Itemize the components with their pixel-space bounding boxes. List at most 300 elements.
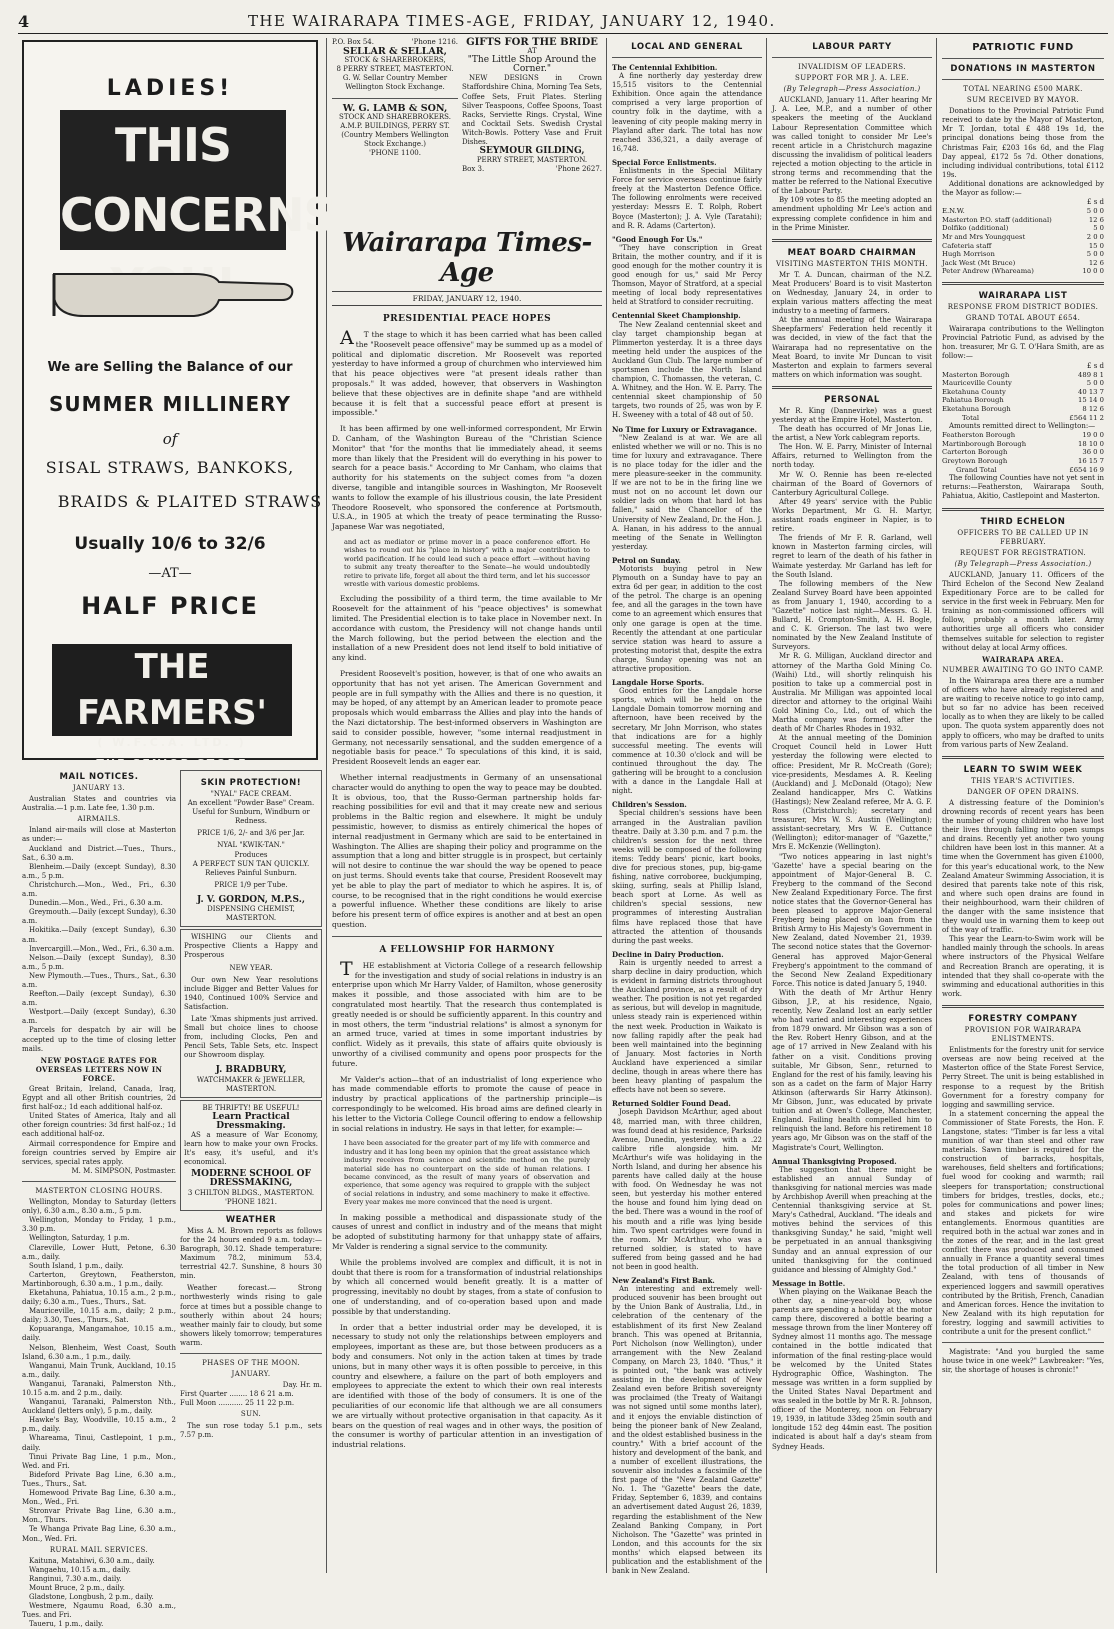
chemist-line: PRICE 1/6, 2/- and 3/6 per Jar. — [197, 829, 305, 838]
pointing-hand-icon — [44, 254, 300, 324]
wlist-currency-header: £ s d — [1087, 361, 1104, 370]
list-item: Auckland and District.—Tues., Thurs., Sat., 6.30 a.m. — [22, 844, 176, 862]
small-ads-column — [180, 768, 322, 1573]
list-item: Westmere, Ngaumu Road, 6.30 a.m., Tues. and Fri. — [22, 1602, 176, 1620]
wlist-subhead: GRAND TOTAL ABOUT £654. — [965, 314, 1081, 323]
table-cell: 18 10 0 — [1078, 439, 1104, 448]
chemist-line: An excellent "Powder Base" Cream. Useful for Sunburn, Windburn or Redness. — [187, 799, 315, 826]
wlist-subhead: RESPONSE FROM DISTRICT BODIES. — [947, 302, 1099, 311]
ad-at: —AT— — [148, 566, 192, 581]
table-row — [942, 405, 1104, 414]
lamb-type: STOCK AND SHAREBROKERS. — [339, 112, 451, 121]
farmers-logo-wfca: ( W.F.C.A. LTD. ) — [97, 736, 247, 749]
editorial-paragraph: It has been affirmed by one well-informed correspondent, Mr Erwin D. Canham, of the Washington Bureau of the "Christian Science Monitor" that "for the months that lie immediately ahead, it seems more than likely that the President will do everything in his power to search for a peace basis." According to Mr Canham, who claims that authority for his statements on the subject comes from "a dozen diverse, tangible and intangible sources in Washington, Mr Roosevelt wants to follow the example of his illustrious cousin, the late President Theodore Roosevelt, who sponsored the conference at Portsmouth, U.S.A., in 1905 at which the treaty of peace terminating the Russo-Japanese War was negotiated, — [332, 424, 602, 532]
page-header — [18, 6, 1108, 34]
local-paragraph: Enlistments in the Special Military Force for service overseas continue fairly freely at the Masterton Defence Office. The following enrolments were received yesterday: Messrs E. T. Rolph, Robert Boyce (Masterton); J. A. Vyle (Taratahi); and R. R. Adams (Carterton). — [612, 167, 762, 230]
dress-title: Learn Practical Dressmaking. — [212, 1111, 290, 1131]
labour-subhead: INVALIDISM OF LEADERS. — [798, 63, 906, 71]
ad-selling-line: We are Selling the Balance of our — [47, 360, 293, 375]
local-subhead: Petrol on Sunday. — [612, 555, 681, 565]
divider — [942, 282, 1104, 285]
local-subhead: Children's Session. — [612, 800, 687, 810]
table-cell: Masterton P.O. staff (additional) — [942, 215, 1052, 224]
sellar-addr: 8 PERRY STREET, MASTERTON. — [336, 65, 454, 74]
sellar-pobox: P.O. Box 54. — [332, 38, 374, 46]
ad-straws: SISAL STRAWS, BANKOKS, — [45, 458, 295, 477]
chemist-ad — [180, 770, 322, 927]
sellar-name: SELLAR & SELLAR, — [343, 46, 447, 58]
table-cell: 10 0 0 — [1082, 267, 1104, 276]
divider — [332, 936, 602, 937]
personal-paragraph: The following members of the New Zealand Survey Board have been appointed as from January 1, 1940, according to a "Gazette" notice last night—Messrs. G. H. Bullard, H. Crompton-Smith, A. H. Bogle, and C. K. Grierson. The last two were nominated by the New Zealand Institute of Surveyors. — [772, 579, 932, 652]
forestry-subhead: PROVISION FOR WAIRARAPA ENLISTMENTS. — [964, 1025, 1082, 1044]
masthead-date: FRIDAY, JANUARY 12, 1940. — [332, 291, 602, 306]
table-row — [942, 233, 1104, 242]
table-cell: Carterton Borough — [942, 448, 1008, 457]
echelon-paragraph: AUCKLAND, January 11. Officers of the Third Echelon of the Second New Zealand Expeditionary Force are to be called for service in the first week in February. Men for training as non-commissioned officers will follow, probably a month later. Army authorities urge all officers who consider themselves suitable for selection to register without delay at local Army offices. — [942, 570, 1104, 652]
list-item: Wellington, Saturday, 1 p.m. — [29, 1234, 130, 1243]
table-cell: 5 0 0 — [1086, 207, 1104, 216]
table-row — [942, 207, 1104, 216]
editorial-quote: and act as mediator or prime mover in a peace conference effort. He wishes to round out his "place in history" with a major contribution to world pacification. If he could lead such a peace effort —without having to submit any treaty thereafter to the Senate—he would undoubtedly retire to private life, forget all about the third term, and let his successor wrestle with various domestic problems. — [344, 538, 590, 589]
rural-heading: RURAL MAIL SERVICES. — [49, 1545, 149, 1554]
list-item: New Plymouth.—Tues., Thurs., Sat., 6.30 a.m. — [22, 971, 176, 989]
ad-summer-millinery: SUMMER MILLINERY — [49, 392, 291, 416]
weather-title: WEATHER — [225, 1214, 277, 1225]
list-item: Whareama, Tinui, Castlepoint, 1 p.m., daily. — [22, 1434, 176, 1452]
list-item: United States of America, Italy and all other foreign countries: 3d first half-oz.; 1d each additional half-oz. — [22, 1112, 176, 1139]
divider — [942, 1342, 1104, 1343]
patriotic-subhead: DONATIONS IN MASTERTON — [950, 64, 1096, 74]
table-cell: 12 6 — [1088, 258, 1104, 267]
list-item: Tinui Private Bag Line, 1 p.m., Mon., Wed. and Fri. — [22, 1452, 176, 1470]
echelon-credit: (By Telegraph—Press Association.) — [954, 559, 1092, 568]
chemist-line: NYAL "KWIK-TAN." — [217, 841, 285, 850]
chemist-line: Relieves Painful Sunburn. — [205, 868, 297, 877]
moon-row: Full Moon ........... 25 11 22 p.m. — [180, 1399, 295, 1408]
swim-paragraph: This year the Learn-to-Swim work will be handled mainly through the schools. In areas where instructors of the Physical Welfare and Recreation Branch are operating, it is intended that they shall co-operate with the swimming and educational authorities in this work. — [942, 935, 1104, 998]
mail-date: JANUARY 13. — [72, 784, 126, 792]
patriotic-subhead: TOTAL NEARING £500 MARK. — [963, 85, 1083, 93]
gifts-at: AT — [527, 47, 537, 56]
swim-subhead: THIS YEAR'S ACTIVITIES. — [971, 776, 1075, 785]
table-row — [942, 224, 1104, 233]
gifts-title: GIFTS FOR THE BRIDE — [466, 37, 598, 48]
chemist-town: MASTERTON. — [225, 914, 277, 923]
labour-paragraph: AUCKLAND, January 11. After hearing Mr J. A. Lee, M.P., and a number of other speakers the meeting of the Auckland Labour Representation Committee which was called tonight to consider Mr Lee's recent article in a Christchurch magazine discussing the invalidism of political leaders rejected a motion objecting to the article in strong terms and recommending that the matter be referred to the National Executive of the Labour Party. — [772, 96, 932, 196]
patriotic-title: PATRIOTIC FUND — [972, 42, 1074, 53]
bradbury-town: MASTERTON. — [225, 1084, 277, 1093]
table-cell: 15 14 0 — [1078, 396, 1104, 405]
editorial-paragraph: THE establishment at Victoria College of a research fellowship for the investigation and study of social relations in industry is an enterprise upon which Mr Harry Valder, of Hamilton, whose generosity makes it possible, and those associated with him are to be congratulated most heartily. That the research thus contemplated is greatly needed is or should be sufficiently apparent. In this country and in most others, the term "industrial relations" is almost a synonym for an armed truce, varied at times in some important industries by conflict. Widely as it prevails, this state of affairs quite obviously is unworthy of a civilised community and opens poor prospects for the future. — [332, 957, 602, 1068]
local-paragraph: Special children's sessions have been arranged in the Australian pavilion theatre. Daily at 3.30 p.m. and 7 p.m. the children's session for the next three weeks will be composed of the following items: Teddy bears' picnic, kart books, dive for precious stones, pup, big-game fishing, native corroboree, buckjumping, skiing, surfing, seals at Phillip Island, beach sport at Lorne. As well as children's special sessions, new programmes of interesting Australian films have replaced those that have attracted the attention of thousands during the past weeks. — [612, 809, 762, 945]
divider — [942, 756, 1104, 759]
gifts-ad — [462, 38, 602, 218]
echelon-title: THIRD ECHELON — [980, 516, 1066, 527]
labour-personal-column — [772, 38, 932, 1573]
patriotic-currency-header: £ s d — [1087, 198, 1104, 207]
list-item: Wellington, Monday to Saturday (letters only), 6.30 a.m., 8.30 a.m., 5 p.m. — [22, 1198, 176, 1216]
gifts-shop: "The Little Shop Around the Corner." — [467, 55, 597, 75]
mail-notices — [22, 768, 176, 1629]
forestry-paragraph: In a statement concerning the appeal the Commissioner of State Forests, the Hon. F. Langstone, states: "Timber is far less a vital munition of war than steel and other raw materials. Sawn timber is required for the construction of barracks, hospitals, warehouses, field shelters and fortifications; fuel wood for cooking and warmth; rail sleepers for transportation; constructional timbers for bridges, trestles, docks, etc.; poles for communications and power lines; and stakes and pickets for wire entanglements. Enormous quantities are required both in the actual war zones and in the zones of the rear, and in the last great conflict there was produced and consumed annually in France a quantity several times the total production of all timber in New Zealand, with tens of thousands of experienced loggers and sawmill operatives contributed by the British, French, Canadian and American forces. Hence the invitation to New Zealand with its high reputation for forestry, logging and sawmill activities to contribute a unit for the present conflict." — [942, 1109, 1104, 1337]
column-rule — [936, 38, 937, 1573]
personal-paragraph: Mr R. King (Dannevirke) was a guest yesterday at the Empire Hotel, Masterton. — [772, 406, 932, 424]
editorial-paragraph: In making possible a methodical and dispassionate study of the causes of unrest and conflict in industry and of the means that might be adopted of substituting harmony for that unhappy state of affairs, Mr Valder is rendering a signal service to the community. — [332, 1212, 602, 1251]
personal-paragraph: Mr W. O. Rennie has been re-elected chairman of the Board of Governors of Canterbury Agricultural College. — [772, 470, 932, 497]
table-cell: 489 8 1 — [1078, 370, 1104, 379]
table-row — [942, 431, 1104, 440]
lamb-name: W. G. LAMB & SON, — [342, 102, 448, 114]
table-cell: Cafeteria staff — [942, 241, 992, 250]
local-subhead: The Centennial Exhibition. — [612, 63, 718, 72]
weather-report: Miss A. M. Brown reports as follows for the 24 hours ended 9 a.m. today:— Barograph, 30.12. Shade temperature: Maximum 78.2, minimum 53.4, terrestrial 42.7. Sunshine, 8 hours 30 min. — [180, 1226, 322, 1281]
lamb-phone: 'PHONE 1100. — [369, 149, 421, 158]
ad-braids: BRAIDS & PLAITED STRAWS — [57, 492, 323, 511]
list-item: Christchurch.—Mon., Wed., Fri., 6.30 a.m. — [22, 880, 176, 899]
meat-paragraph: At the annual meeting of the Wairarapa Sheepfarmers' Federation held recently it was decided, in view of the fact that the Wairarapa had no representative on the Meat Board, to invite Mr Duncan to visit Masterton and explain to farmers several matters on which information was sought. — [772, 316, 932, 379]
personal-paragraph: The Hon. W. E. Parry, Minister of Internal Affairs, returned to Wellington from the north today. — [772, 443, 932, 470]
column-rule — [326, 38, 327, 1573]
list-item: Nelson, Blenheim, West Coast, South Island, 6.30 a.m., 1 p.m., daily. — [22, 1343, 176, 1361]
table-cell: Eketahuna County — [942, 387, 1006, 396]
closing-hours-heading: MASTERTON CLOSING HOURS. — [35, 1186, 163, 1195]
editorial-title: PRESIDENTIAL PEACE HOPES — [382, 314, 552, 325]
chemist-name: J. V. GORDON, M.P.S., — [196, 894, 306, 905]
table-cell: 5 0 — [1093, 224, 1104, 233]
personal-title: PERSONAL — [824, 394, 880, 405]
list-item: Clareville, Lower Hutt, Petone, 6.30 a.m., daily. — [22, 1243, 176, 1261]
table-cell: 36 0 0 — [1082, 448, 1104, 457]
weather-forecast: Weather forecast.— Strong northwesterly winds rising to gale force at times but a possible change to southerly within about 24 hours; weather mainly fair to cloudy, but some showers likely tomorrow; temperatures warm. — [180, 1284, 322, 1347]
moon-columns: Day. Hr. m. — [282, 1381, 322, 1390]
gifts-box: Box 3. — [462, 165, 485, 174]
local-paragraph: "They have conscription in Great Britain, the mother country, and if it is good enough for the mother country it is good enough for us," said Mr Percy Thomson, Mayor of Stratford, at a special meeting of local body representatives held at Stratford to consider recruiting. — [612, 243, 762, 307]
newspaper-page — [18, 6, 1108, 1629]
moon-title: PHASES OF THE MOON. — [202, 1358, 300, 1367]
table-cell: 15 0 — [1088, 241, 1104, 250]
table-row — [942, 371, 1104, 380]
list-item: Reefton.—Daily (except Sunday), 6.30 a.m. — [22, 990, 176, 1008]
list-item: Wellington, Monday to Friday, 1 p.m., 3.30 p.m. — [22, 1216, 176, 1234]
sellar-member: G. W. Sellar Country Member Wellington Stock Exchange. — [342, 74, 448, 92]
editorial-paragraph: Whether internal readjustments in Germany of an unsensational character would do anything to open the way to peace may be doubted. It is obvious, too, that the Russo-German partnership holds far-reaching possibilities for evil and that it may create new and serious problems in the Baltic region and elsewhere. It might be unduly pessimistic, however, to dismiss as entirely chimerical the hopes of internal readjustment in Germany which are said to be entertained in Washington. The Allies are shaping their policy and programme on the assumption that a long and bitter struggle is in prospect, but certainly will not desire to continue the war should the way be opened to peace on just terms. Should events take that course, President Roosevelt may yet be able to play the part of mediator to which he aspires. It is, of course, to be recognised that in the right conditions he would exercise a powerful influence. Whether these conditions are likely to arise before his present term of office expires is another and at best an open question. — [332, 773, 602, 929]
table-row — [942, 448, 1104, 457]
editorial-paragraph: AT the stage to which it has been carried what has been called the "Roosevelt peace offensive" may be summed up as a model of political and diplomatic discretion. Mr Roosevelt was reported yesterday to have informed a group of churchmen who interviewed him that his peace objectives were "at present ideals rather than proposals." It was added, however, that observers in Washington believe that these objectives are in definite shape "and are withheld because it is felt that a successful peace effort at present is impossible." — [332, 327, 602, 418]
list-item: Mauriceville, 10.15 a.m., daily; 2 p.m., daily; 3.30, Tues., Thurs., Sat. — [22, 1307, 176, 1325]
list-item: Parcels for despatch by air will be accepted up to the time of closing letter mails. — [22, 1026, 176, 1053]
table-row — [942, 440, 1104, 449]
sun-times: The sun rose today 5.1 p.m., sets 7.57 p.m. — [180, 1421, 322, 1439]
table-row — [942, 250, 1104, 259]
closing-hours-list — [22, 1198, 176, 1629]
table-cell: 5 0 0 — [1086, 250, 1104, 259]
sun-title: SUN. — [240, 1410, 262, 1419]
list-item: Stronvar Private Bag Line, 6.30 a.m., Mon., Thurs. — [22, 1507, 176, 1525]
postmaster-sign: M. M. SIMPSON, Postmaster. — [71, 1166, 176, 1175]
local-paragraph: An interesting and extremely well-produced souvenir has been brought out by the Union Bank of Australia, Ltd., in celebration of the centenary of the establishment of its first New Zealand branch. This was opened at Britannia, Port Nicholson (now Wellington), under arrangement with the New Zealand Company, on March 23, 1840. "Thus," it is pointed out, "the bank was actively assisting in the development of New Zealand even before British sovereignty was proclaimed (the Treaty of Waitangi was not signed until some months later), and it enjoys the enviable distinction of being the pioneer bank of New Zealand, and the oldest established business in the country." With a brief account of the history and development of the bank, and a number of excellent illustrations, the souvenir also includes a facsimile of the first page of the "New Zealand Gazette" No. 1. The "Gazette" bears the date, Friday, September 6, 1839, and contains an advertisement dated August 26, 1839, regarding the establishment of the New Zealand Banking Company, in Port Nicholson. The "Gazette" was printed in London, and this accounts for the six months' which elapsed between its publication and the establishment of the bank in New Zealand. — [612, 1285, 762, 1576]
meat-title: MEAT BOARD CHAIRMAN — [787, 247, 917, 258]
list-item: Eketahuna, Pahiatua, 10.15 a.m., 2 p.m., daily; 6.30 a.m., Tues., Thurs., Sat. — [22, 1288, 176, 1307]
patriotic-donations-table — [942, 207, 1104, 276]
chemist-role: DISPENSING CHEMIST, — [207, 905, 295, 914]
divider — [942, 79, 1104, 80]
table-cell: Total — [962, 413, 980, 422]
list-item: Wanganui, Taranaki, Palmerston Nth., Auckland (letters only), 5 p.m., daily. — [22, 1398, 176, 1416]
swim-paragraph: A distressing feature of the Dominion's drowning records of recent years has been the number of young children who have lost their lives through falling into open sumps and drains. Recently yet another two young children have been lost in this manner. At a time when the Government has given £1000, for this year's educational work, to the New Zealand Amateur Swimming Association, it is desired that parents take note of this risk, and where such open drains are found in their neighbourhood, warn their children of the danger with the same insistence that they would use in warning them to keep out of the way of traffic. — [942, 798, 1104, 935]
forestry-paragraph: Enlistments for the forestry unit for service overseas are now being received at the Masterton office of the State Forest Service, Perry Street. The unit is being established in response to a request by the British Government for a forestry company for logging and sawmilling service. — [942, 1046, 1104, 1109]
chemist-line: Produces — [234, 850, 268, 859]
table-cell: Martinborough Borough — [942, 439, 1027, 448]
newspaper-title: THE WAIRARAPA TIMES-AGE, FRIDAY, JANUARY 12, 1940. — [248, 12, 776, 30]
area-subhead: NUMBER AWAITING TO GO INTO CAMP. — [942, 665, 1104, 674]
page-number: 4 — [18, 12, 30, 31]
ad-of: of — [162, 430, 178, 448]
list-item: Airmail correspondence for Empire and foreign countries served by Empire air services, special rates apply. — [22, 1139, 176, 1166]
lamb-addr: A.M.P. BUILDINGS, PERRY ST. — [340, 121, 450, 130]
gifts-phone: 'Phone 2627. — [555, 165, 602, 174]
divider — [772, 386, 932, 389]
labour-paragraph: By 109 votes to 85 the meeting adopted an amendment upholding Mr Lee's action and expressing complete confidence in him and in the Prime Minister. — [772, 196, 932, 232]
table-cell: £654 16 9 — [1069, 465, 1104, 474]
local-subhead: No Time for Luxury or Extravagance. — [612, 424, 757, 434]
ad-half-price: HALF PRICE — [81, 592, 259, 620]
table-cell: Dolfiko (additional) — [942, 224, 1009, 233]
ad-headline: THIS CONCERNS — [60, 110, 286, 250]
bradbury-name: J. BRADBURY, — [215, 1065, 287, 1076]
labour-credit: (By Telegraph—Press Association.) — [783, 85, 921, 94]
echelon-subhead: REQUEST FOR REGISTRATION. — [959, 548, 1087, 557]
wlist-paragraph: The following Counties have not yet sent in returns:—Featherston, Wairarapa South, Pahiatua, Akitio, Castlepoint and Masterton. — [942, 474, 1104, 501]
wlist-paragraph: Wairarapa contributions to the Wellington Provincial Patriotic Fund, as advised by the hon. treasurer, Mr G. T. O'Hara Smith, are as follow:— — [942, 325, 1104, 361]
ad-usually-price: Usually 10/6 to 32/6 — [74, 534, 266, 554]
column-rule — [766, 38, 767, 1573]
local-subhead: Returned Soldier Found Dead. — [612, 1099, 731, 1109]
local-paragraph: A fine northerly day yesterday drew 15,515 visitors to the Centennial Exhibition. Once again the attendance comprised a very large proportion of country folk in the daytime, with a leavening of city people making merry in Playland after dark. The total has now reached 336,321, a daily average of 16,748. — [612, 72, 762, 153]
table-cell: 12 6 — [1088, 215, 1104, 224]
list-item: Gladstone, Longbush, 2 p.m., daily. — [29, 1593, 154, 1602]
list-item: Hawke's Bay, Woodville, 10.15 a.m., 2 p.m., daily. — [22, 1416, 176, 1434]
table-cell: 16 15 7 — [1078, 457, 1104, 466]
dress-addr: 3 CHILTON BLDGS., MASTERTON. 'PHONE 1821. — [187, 1188, 315, 1206]
gifts-body: NEW DESIGNS in Crown Staffordshire China, Morning Tea Sets, Coffee Sets, Fruit Plates. Sterling Silver Teaspoons, Coffee Spoons, Toast Racks, Serviette Rings. Crystal, Wine and Cocktail Sets. Swedish Crystal Witch-Bowls. Pottery Vase and Fruit Dishes. — [462, 74, 602, 147]
divider — [22, 1181, 176, 1182]
divider — [180, 1353, 322, 1354]
local-subhead: Langdale Horse Sports. — [612, 678, 705, 688]
divider — [332, 98, 458, 99]
local-title: LOCAL AND GENERAL — [631, 42, 743, 52]
list-item: Blenheim.—Daily (except Sunday), 8.30 a.m., 5 p.m. — [22, 862, 176, 880]
moon-month: JANUARY. — [231, 1370, 271, 1379]
list-item: Kopuaranga, Mangamahoe, 10.15 a.m., daily. — [22, 1325, 176, 1343]
dress-body: AS a measure of War Economy, learn how to make your own Frocks. It's easy, it's useful, and it's economical. — [184, 1131, 318, 1167]
table-row — [942, 396, 1104, 405]
personal-paragraph: The suggestion that there might be established an annual Sunday of thanksgiving for national mercies was made by Archbishop Averill when preaching at the Centennial thanksgiving service at St. Mary's Cathedral, Auckland. "The ideals and motives behind the services of this thanksgiving Sunday," he said, "might well be perpetuated in an annual thanksgiving Sunday and an annual expression of our united thanksgiving for the continued guidance and blessing of Almighty God." — [772, 1165, 932, 1274]
list-item: Invercargill.—Mon., Wed., Fri., 6.30 a.m. — [29, 944, 175, 953]
bradbury-wish: WISHING our Clients and Prospective Clients a Happy and Prosperous — [184, 933, 318, 960]
table-cell: Greytown Borough — [942, 457, 1008, 466]
table-cell: Jack West (Mt Bruce) — [942, 258, 1016, 267]
table-cell: E.N.W. — [942, 207, 965, 216]
list-item: Westport.—Daily (except Sunday), 6.30 a.m. — [22, 1008, 176, 1026]
personal-paragraph: At the annual meeting of the Dominion Croquet Council held in Lower Hutt yesterday the following were elected to office: President, Mr R. McCreath (Gore); vice-presidents, Mesdames A. R. Keeling (Auckland) and J. McDonald (Otago); New Zealand handicapper, Mrs C. Watkins (Hastings); New Zealand referee, Mr A. G. F. Ross (Christchurch); secretary and treasurer, Mrs W. S. Austin (Wellington); assistant-secretary, Mrs W. E. Cuttance (Wellington); editor-manager of "Gazette," Mrs E. McKenzie (Wellington). — [772, 734, 932, 852]
list-item: Hokitika.—Daily (except Sunday), 6.30 a.m. — [22, 926, 176, 944]
personal-paragraph: After 49 years' service with the Public Works Department, Mr G. H. Martyr, assistant roads engineer in Napier, is to retire. — [772, 497, 932, 534]
ad-ladies: LADIES! — [106, 76, 234, 101]
personal-paragraph: With the death of Mr Arthur Henry Gibson, J.P., at his residence, Ngaio, recently, New Zealand lost an early settler who had varied and interesting experiences from 1879 onward. Mr Gibson was a son of the Rev. Robert Henry Gibson, and at the age of 17 arrived in New Zealand with his father on a visit. Conditions proving suitable, Mr Gibson, Senr., returned to England for the rest of his family, leaving his son as a cadet on the farm of Major Harry Atkinson (afterwards Sir Harry Atkinson). Mr Gibson, Junr., was educated by private tuition and at Owen's College, Manchester, England. Failing health compelled him to relinquish the land. Before his retirement 18 years ago, Mr Gibson was on the staff of the Magistrate's Court, Wellington. — [772, 988, 932, 1152]
chemist-line: PRICE 1/9 per Tube. — [214, 880, 288, 889]
wlist-table — [942, 371, 1104, 423]
chemist-line: "NYAL" FACE CREAM. — [210, 790, 292, 798]
list-item: Bideford Private Bag Line, 6.30 a.m., Tues., Thurs., Sat. — [22, 1470, 176, 1488]
swim-title: LEARN TO SWIM WEEK — [963, 764, 1083, 775]
local-subhead: New Zealand's First Bank. — [612, 1276, 715, 1286]
table-cell: Eketahuna Borough — [942, 405, 1011, 413]
list-item: Te Whanga Private Bag Line, 6.30 a.m., Mon., Wed. Fri. — [22, 1525, 176, 1543]
list-item: Dunedin.—Mon., Wed., Fri., 6.30 a.m. — [29, 899, 163, 908]
personal-paragraph: The friends of Mr F. R. Garland, well known in Masterton farming circles, will regret to learn of the death of his father in Waimate yesterday. Mr Garland has left for the South Island. — [772, 534, 932, 579]
list-item: South Island, 1 p.m., daily. — [29, 1261, 124, 1270]
list-item: Taueru, 1 p.m., daily. — [29, 1620, 104, 1629]
lamb-member: (Country Members Wellington Stock Exchange.) — [341, 130, 449, 148]
table-row — [942, 216, 1104, 225]
table-row — [942, 414, 1104, 423]
wlist-paragraph: Amounts remitted direct to Wellington:— — [949, 422, 1096, 431]
patriotic-column — [942, 38, 1104, 1573]
bradbury-ad — [180, 929, 322, 1098]
local-paragraph: Rain is urgently needed to arrest a sharp decline in dairy production, which is evident in farming districts throughout the Auckland province, as a result of dry weather. The position is not yet regarded as serious, but will develop in magnitude, unless steady rain is experienced within the next week. Production in Waikato is now falling rapidly after the peak had been well maintained into the beginning of January. Most factories in North Auckland have experienced a similar decline, though in areas where there has been heavy planting of paspalum the effects have not been so severe. — [612, 958, 762, 1095]
table-cell: 5 0 0 — [1086, 379, 1104, 388]
editorial-paragraph: Mr Valder's action—that of an industrialist of long experience who has made commendable efforts to promote the cause of peace in industry by practical applications of the partnership principle—is correspondingly to be welcomed. His broad aims are defined clearly in his letter to the Victoria College Council offering to endow a fellowship in social relations in industry. He says in that letter, for example:— — [332, 1074, 602, 1133]
list-item: Kaituna, Matahiwi, 6.30 a.m., daily. — [29, 1556, 155, 1565]
forestry-title: FORESTRY COMPANY — [968, 1013, 1078, 1024]
table-row — [942, 466, 1104, 475]
chemist-title: SKIN PROTECTION! — [200, 778, 302, 788]
list-item: Wanganui, Main Trunk, Auckland, 10.15 a.m., daily. — [22, 1361, 176, 1379]
postage-heading: NEW POSTAGE RATES FOR OVERSEAS LETTERS NOW IN FORCE. — [35, 1055, 163, 1083]
sellar-type: STOCK & SHAREBROKERS, — [344, 56, 446, 65]
table-cell: Featherston Borough — [942, 431, 1016, 440]
patriotic-paragraph: Additional donations are acknowledged by the Mayor as follow:— — [942, 179, 1104, 198]
table-row — [942, 242, 1104, 251]
wlist-title: WAIRARAPA LIST — [978, 290, 1068, 301]
wlist-direct-table — [942, 431, 1104, 474]
echelon-subhead: OFFICERS TO BE CALLED UP IN FEBRUARY. — [957, 528, 1089, 546]
table-cell: 2 0 0 — [1086, 233, 1104, 241]
bradbury-line: Late 'Xmas shipments just arrived. Small but choice lines to choose from, including Clocks, Pen and Pencil Sets, Table Sets, etc. Inspect our Showroom display. — [184, 1014, 318, 1060]
meat-subhead: VISITING MASTERTON THIS MONTH. — [775, 259, 929, 268]
list-item: Nelson.—Daily (except Sunday), 8.30 a.m., 5 p.m. — [22, 953, 176, 971]
table-cell: Pahiatua Borough — [942, 396, 1004, 405]
editorial-title-2: A FELLOWSHIP FOR HARMONY — [379, 944, 555, 955]
list-item: Mount Bruce, 2 p.m., daily. — [29, 1583, 126, 1592]
personal-paragraph: When playing on the Waikanae Beach the other day, a nine-year-old boy, whose parents are spending a holiday at the motor camp there, discovered a bottle bearing a message thrown from the liner Monterey off Sydney almost 11 months ago. The message contained in the bottle indicated that information of the final resting-place would be welcomed by the United States Hydrographic Office, Washington. The message was written in a form supplied by the United States Naval Department and was sealed in the bottle by Mr R. R. Johnson, officer of the Monterey, noon on February 19, 1939, in latitude 33deg 25min south and longitude 152 deg 44min east. The position indicated is about half a day's steam from Sydney Heads. — [772, 1287, 932, 1451]
divider — [942, 508, 1104, 511]
editorial-paragraph: While the problems involved are complex and difficult, it is not in doubt that there is room for a transformation of industrial relationships by which all concerned would benefit greatly. It is a matter of progressing, inevitably no doubt by stages, from a state of confusion to one of understanding, and of co-operation based upon and made possible by that understanding. — [332, 1257, 602, 1316]
broker-ads — [332, 38, 458, 218]
area-title: WAIRARAPA AREA. — [982, 654, 1064, 664]
local-subhead: Decline in Dairy Production. — [612, 949, 724, 959]
table-cell: £564 11 2 — [1069, 413, 1104, 422]
table-cell: 40 13 7 — [1078, 387, 1104, 396]
sellar-phone: 'Phone 1216. — [411, 38, 458, 46]
labour-subhead: SUPPORT FOR MR J. A. LEE. — [795, 74, 909, 83]
personal-paragraph: The death has occurred of Mr Jonas Lie, the artist, a New York cablegram reports. — [772, 425, 932, 443]
list-item: Wanganui, Taranaki, Palmerston Nth., 10.15 a.m. and 2 p.m., daily. — [22, 1379, 176, 1397]
list-item: Great Britain, Ireland, Canada, Iraq, Egypt and all other British countries, 2d first half-oz.; 1d each additional half-oz. — [22, 1085, 176, 1112]
table-row — [942, 457, 1104, 466]
forestry-joke: Magistrate: "And you burgled the same house twice in one week?" Lawbreaker: "Yes, sir, the shortage of houses is chronic!" — [942, 1348, 1104, 1375]
table-cell: 19 0 0 — [1082, 431, 1104, 440]
local-and-general — [612, 38, 762, 1576]
gifts-addr: PERRY STREET, MASTERTON. — [476, 156, 588, 165]
divider — [942, 1005, 1104, 1008]
chemist-line: A PERFECT SUN TAN QUICKLY. — [192, 859, 310, 868]
patriotic-subhead: SUM RECEIVED BY MAYOR. — [966, 96, 1080, 105]
farmers-logo — [52, 644, 292, 770]
table-cell: Peter Andrew (Whareama) — [942, 267, 1034, 276]
gifts-name: SEYMOUR GILDING, — [479, 146, 585, 157]
local-paragraph: The New Zealand centennial skeet and clay target championship began at Plimmerton yesterday. It is a three days meeting held under the auspices of the Auckland Gun Club. The large number of sportsmen include the North Island champion, C. Thomassen, the veteran, C. A. Whitney, and the Hon. W. E. Parry. The centennial skeet championship of 50 targets, two rounds of 25, was won by F. H. Sweeney with a total of 48 out of 50. — [612, 320, 762, 420]
divider — [942, 58, 1104, 59]
table-row — [942, 388, 1104, 397]
farmers-millinery-ad — [22, 40, 336, 770]
farmers-logo-senior: THE SENIOR STORE — [96, 757, 248, 770]
dress-top: BE THRIFTY! BE USEFUL! — [202, 1103, 300, 1112]
dressmaking-ad — [180, 1100, 322, 1211]
mail-airmails-heading: AIRMAILS. — [77, 815, 121, 824]
table-cell: 8 12 6 — [1082, 405, 1104, 413]
patriotic-paragraph: Donations to the Provincial Patriotic Fund received to date by the Mayor of Masterton, Mr T. Jordan, total £ 488 19s 1d, the principal donations being those from the Christmas Fair, £203 16s 6d, and the Flag Day appeal, £172 5s 7d. Other donations, including individual contributions, total £112 19s. — [942, 107, 1104, 179]
table-row — [942, 267, 1104, 276]
list-item: Inland air-mails will close at Masterton as under:— — [22, 826, 176, 844]
bradbury-line: Our own New Year resolutions include Bigger and Better Values for 1940, Continued 100% Service and Satisfaction. — [184, 975, 318, 1011]
list-item: Carterton, Greytown, Featherston, Martinborough, 6.30 a.m., 1 p.m., daily. — [22, 1270, 176, 1288]
local-paragraph: Good entries for the Langdale horse sports, which will be held on the Langdale Domain tomorrow morning and afternoon, have been received by the secretary, Mr John Morrison, who states that indications are for a highly successful meeting. The events will commence at 10.30 o'clock and will be continued throughout the day. The gathering will be brought to a conclusion with a dance in the Langdale Hall at night. — [612, 687, 762, 796]
meat-paragraph: Mr T. A. Duncan, chairman of the N.Z. Meat Producers' Board is to visit Masterton on Wednesday, January 24, in order to explain various matters affecting the meat industry to a meeting of farmers. — [772, 270, 932, 316]
personal-subhead: Annual Thanksgiving Proposed. — [772, 1156, 897, 1166]
editorial-column — [332, 220, 602, 1573]
table-cell: Mr and Mrs Youngquest — [942, 233, 1026, 241]
area-paragraph: In the Wairarapa area there are a number of officers who have already registered and are waiting to receive notice to go into camp, but so far no advice has been received locally as to when they are likely to be called upon. The quota system apparently does not apply to officers, who may be drafted to units from various parts of New Zealand. — [942, 676, 1104, 749]
mail-title: MAIL NOTICES. — [59, 772, 139, 782]
swim-subhead: DANGER OF OPEN DRAINS. — [966, 787, 1080, 796]
table-cell: Grand Total — [956, 465, 997, 474]
personal-paragraph: Mr R. G. Milligan, Auckland director and attorney of the Martha Gold Mining Co. (Waihi) Ltd., will shortly relinquish his position to take up a commercial post in Australia. Mr Milligan was appointed local director and attorney to the original Waihi Gold Mining Co., Ltd., out of which the Martha company was formed, after the death of Mr Charles Rhodes in 1932. — [772, 652, 932, 734]
table-cell: Hugh Morrison — [942, 250, 995, 259]
bradbury-role: WATCHMAKER & JEWELLER, — [196, 1075, 306, 1084]
table-row — [942, 259, 1104, 268]
divider — [612, 57, 762, 58]
airmail-list — [22, 826, 176, 1053]
table-cell: Masterton Borough — [942, 370, 1010, 379]
mail-australia: Australian States and countries via Australia.—1 p.m. Late fee, 1.30 p.m. — [22, 795, 176, 813]
personal-paragraph: "Two notices appearing in last night's 'Gazette' have a special bearing on the appointment of Major-General B. C. Freyberg to the command of the Second New Zealand Expeditionary Force. The first notice states that the Governor-General has been pleased to approve Major-General Freyberg being placed on loan from the British Army to His Majesty's Government in New Zealand, dated November 21, 1939. The second notice states that the Governor-General has approved Major-General Freyberg's appointment to the command of the Second New Zealand Expeditionary Force. This notice is dated January 5, 1940. — [772, 852, 932, 988]
editorial-quote: I have been associated for the greater part of my life with commerce and industry and it has long been my opinion that the great assistance which industry receives from science and scientific method on the purely material side has no counterpart on the side of human relations. I became convinced, as the result of many years of observation and experience, that some agency was required to grapple with the subject of social relations in industry, and some machinery to make it effective. Every year makes me more convinced that the need is urgent. — [344, 1139, 590, 1207]
farmers-logo-name: THE FARMERS' — [77, 647, 267, 733]
masthead: Wairarapa Times-Age — [342, 228, 592, 288]
dress-name: MODERNE SCHOOL OF DRESSMAKING, — [191, 1169, 311, 1189]
list-item: Wangaehu, 10.15 a.m., daily. — [29, 1565, 131, 1574]
local-subhead: Special Force Enlistments. — [612, 157, 717, 167]
moon-row: First Quarter ........ 18 6 21 a.m. — [180, 1390, 294, 1399]
list-item: Homewood Private Bag Line, 6.30 a.m., Mon., Wed., Fri. — [22, 1489, 176, 1507]
local-paragraph: Motorists buying petrol in New Plymouth on a Sunday have to pay an extra 6d per gear, in addition to the cost of the petrol. The charge is an opening fee, and all the garages in the town have come to an agreement which ensures that only one garage is open at the time. Recently the attendant at one particular service station was heard to assure a protesting motorist that, despite the extra charge, Sunday opening was not an attractive proposition. — [612, 564, 762, 673]
labour-title: LABOUR PARTY — [812, 42, 892, 52]
editorial-paragraph: In order that a better industrial order may be developed, it is necessary to study not only the relationships between employers and employees, important as these are, but those between producers as a body and consumers. Not only in the action taken at times by trade unions, but in many other ways it is often possible to perceive, in this country and elsewhere, a failure on the part of both employers and employees to appreciate the extent to which their own real interests are identified with those of the body of consumers. It is one of the peculiarities of our economic life that although we are all consumers we are virtually without protective organisation in that capacity. As it bears on the question of real wages and in other ways, the position of the consumer is worthy of particular attention in an investigation of industrial relations. — [332, 1322, 602, 1450]
column-rule — [606, 38, 607, 1573]
local-subhead: "Good Enough For Us." — [612, 234, 703, 244]
